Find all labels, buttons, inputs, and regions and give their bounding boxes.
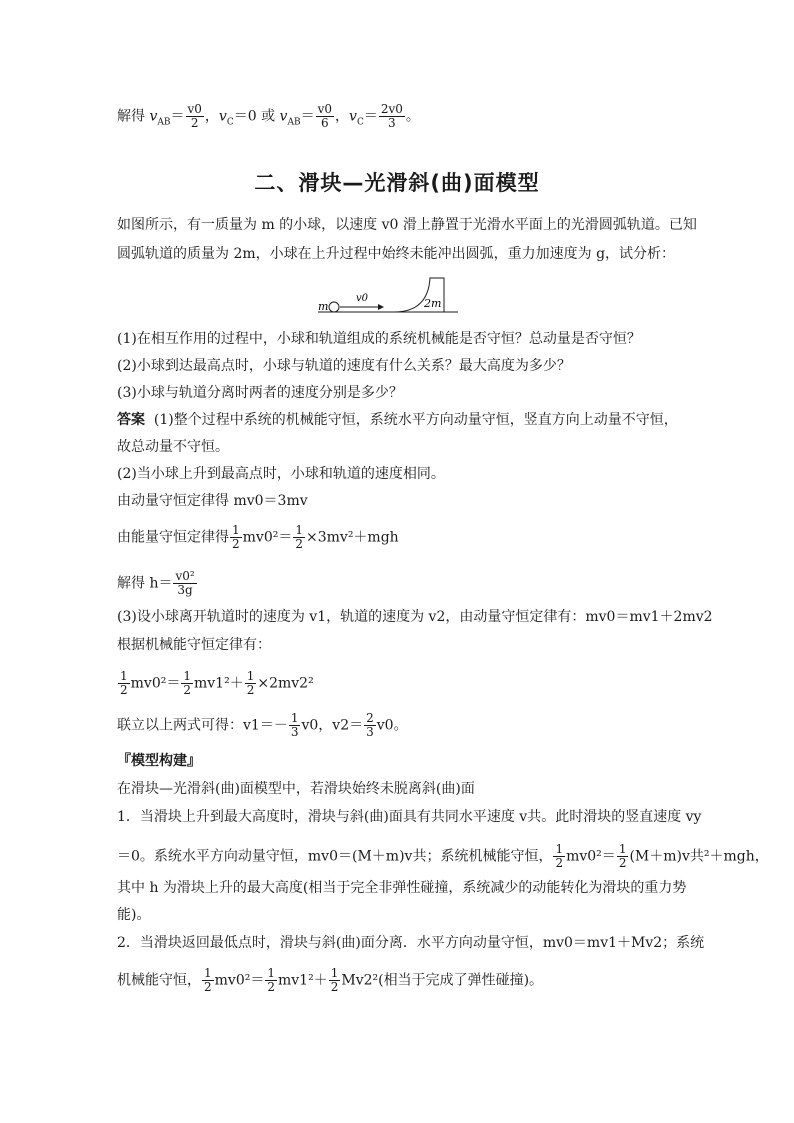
energy-mid: mv0²＝ bbox=[242, 529, 293, 546]
energy-eq-line bbox=[117, 670, 314, 697]
model-point-2-line-2 bbox=[117, 967, 543, 994]
or-text: ＝0 或 bbox=[233, 108, 280, 125]
fraction-two-thirds: $\frac{2}{3}$ bbox=[366, 711, 374, 739]
period: 。 bbox=[405, 108, 420, 125]
model-point-1-line-1: 1．当滑块上升到最大高度时，滑块与斜(曲)面具有共同水平速度 v共。此时滑块的竖直速度 vy bbox=[117, 809, 702, 825]
answer-line-1 bbox=[117, 411, 678, 429]
answer-1a: (1)整个过程中系统的机械能守恒，系统水平方向动量守恒，竖直方向上动量不守恒， bbox=[153, 412, 678, 428]
answer-line-2: 故总动量不守恒。 bbox=[117, 439, 229, 455]
result-prefix: 联立以上两式可得：v1＝－ bbox=[117, 717, 288, 734]
model-point-1-line-2 bbox=[117, 843, 769, 870]
track-figure bbox=[318, 270, 458, 316]
fraction-h: $\frac{\text{v0²}}{3g}$ bbox=[175, 569, 195, 597]
fraction-half: $\frac{1}{2}$ bbox=[246, 669, 255, 697]
answer-2: (2)当小球上升到最高点时，小球和轨道的速度相同。 bbox=[117, 466, 445, 482]
top-solution-line bbox=[117, 103, 420, 131]
question-1: (1)在相互作用的过程中，小球和轨道组成的系统机械能是否守恒？总动量是否守恒？ bbox=[117, 331, 641, 347]
var-v: v bbox=[279, 108, 288, 125]
solve-text: 解得 bbox=[117, 108, 150, 125]
fraction-half: $\frac{1}{2}$ bbox=[232, 523, 240, 551]
ball-label: m bbox=[318, 300, 329, 313]
section-title: 二、滑块—光滑斜(曲)面模型 bbox=[254, 171, 540, 195]
energy-prefix: 由能量守恒定律得 bbox=[117, 529, 229, 546]
energy-line bbox=[117, 524, 399, 551]
comma: ， bbox=[204, 108, 219, 125]
comma: ， bbox=[335, 108, 350, 125]
equals: ＝ bbox=[363, 108, 378, 125]
model-point-2-line-1: 2．当滑块返回最低点时，滑块与斜(曲)面分离．水平方向动量守恒，mv0＝mv1＋Mv2；系统 bbox=[117, 935, 705, 951]
answer-label: 答案 bbox=[117, 412, 145, 428]
sub-ab: AB bbox=[157, 117, 171, 128]
fraction-v0-over-2: $\frac{v0}{2}$ bbox=[187, 102, 202, 130]
intro-line-1: 如图所示，有一质量为 m 的小球，以速度 v0 滑上静置于光滑水平面上的光滑圆弧轨道。已知 bbox=[117, 217, 697, 233]
ball-icon bbox=[329, 302, 339, 312]
fraction-half: $\frac{1}{2}$ bbox=[204, 966, 212, 994]
momentum-line: 由动量守恒定律得 mv0＝3mv bbox=[117, 493, 308, 509]
sub-ab: AB bbox=[287, 117, 301, 128]
p1-2b: mv0²＝ bbox=[566, 848, 616, 865]
fraction-half: $\frac{1}{2}$ bbox=[555, 842, 564, 870]
eq-part-3: ×2mv2² bbox=[257, 675, 314, 692]
fraction-half: $\frac{1}{2}$ bbox=[183, 669, 191, 697]
energy-end: ×3mv²＋mgh bbox=[306, 529, 399, 546]
fraction-half: $\frac{1}{2}$ bbox=[267, 966, 275, 994]
intro-line-2: 圆弧轨道的质量为 2m，小球在上升过程中始终未能冲出圆弧，重力加速度为 g，试分析： bbox=[117, 246, 676, 262]
result-mid: v0，v2＝ bbox=[301, 717, 364, 734]
result-line bbox=[117, 712, 408, 739]
model-point-1-line-4: 能)。 bbox=[117, 907, 151, 923]
p2-2d: Mv2²(相当于完成了弹性碰撞)。 bbox=[341, 972, 544, 989]
velocity-label: v0 bbox=[356, 293, 369, 304]
solve-h-prefix: 解得 h＝ bbox=[117, 575, 173, 592]
fraction-half: $\frac{1}{2}$ bbox=[618, 842, 627, 870]
var-v: v bbox=[218, 108, 227, 125]
fraction-one-third: $\frac{1}{3}$ bbox=[290, 711, 299, 739]
sub-c: C bbox=[226, 117, 234, 128]
track-mass-label: 2m bbox=[424, 297, 442, 310]
var-v: v bbox=[349, 108, 357, 125]
model-intro: 在滑块—光滑斜(曲)面模型中，若滑块始终未脱离斜(曲)面 bbox=[117, 781, 475, 797]
var-v: v bbox=[149, 108, 158, 125]
arrowhead-icon bbox=[378, 304, 384, 310]
fraction-half: $\frac{1}{2}$ bbox=[120, 669, 128, 697]
fraction-half: $\frac{1}{2}$ bbox=[330, 966, 339, 994]
fraction-half: $\frac{1}{2}$ bbox=[295, 523, 303, 551]
p2-2a: 机械能守恒， bbox=[117, 972, 201, 989]
p2-2c: mv1²＋ bbox=[278, 972, 328, 989]
eq-part-1: mv0²＝ bbox=[130, 675, 181, 692]
fraction-2v0-over-3: $\frac{2v0}{3}$ bbox=[380, 102, 403, 130]
answer-3-line-2: 根据机械能守恒定律有： bbox=[117, 637, 271, 653]
sub-c: C bbox=[356, 117, 364, 128]
p1-2a: ＝0。系统水平方向动量守恒，mv0＝(M＋m)v共；系统机械能守恒， bbox=[117, 848, 553, 865]
p2-2b: mv0²＝ bbox=[214, 972, 265, 989]
model-point-1-line-3: 其中 h 为滑块上升的最大高度(相当于完全非弹性碰撞，系统减少的动能转化为滑块的重力势 bbox=[117, 880, 687, 896]
p1-2c: (M＋m)v共²＋mgh， bbox=[629, 848, 769, 865]
question-3: (3)小球与轨道分离时两者的速度分别是多少？ bbox=[117, 385, 403, 401]
question-2: (2)小球到达最高点时，小球与轨道的速度有什么关系？最大高度为多少？ bbox=[117, 358, 571, 374]
equals: ＝ bbox=[300, 108, 315, 125]
answer-3-line-1: (3)设小球离开轨道时的速度为 v1，轨道的速度为 v2，由动量守恒定律有：mv0＝mv1＋2mv2 bbox=[117, 609, 713, 625]
solve-h-line bbox=[117, 570, 198, 597]
eq-part-2: mv1²＋ bbox=[194, 675, 244, 692]
result-end: v0。 bbox=[376, 717, 408, 734]
equals: ＝ bbox=[170, 108, 185, 125]
fraction-v0-over-6: $\frac{v0}{6}$ bbox=[317, 102, 333, 130]
model-heading: 『模型构建』 bbox=[117, 753, 201, 769]
